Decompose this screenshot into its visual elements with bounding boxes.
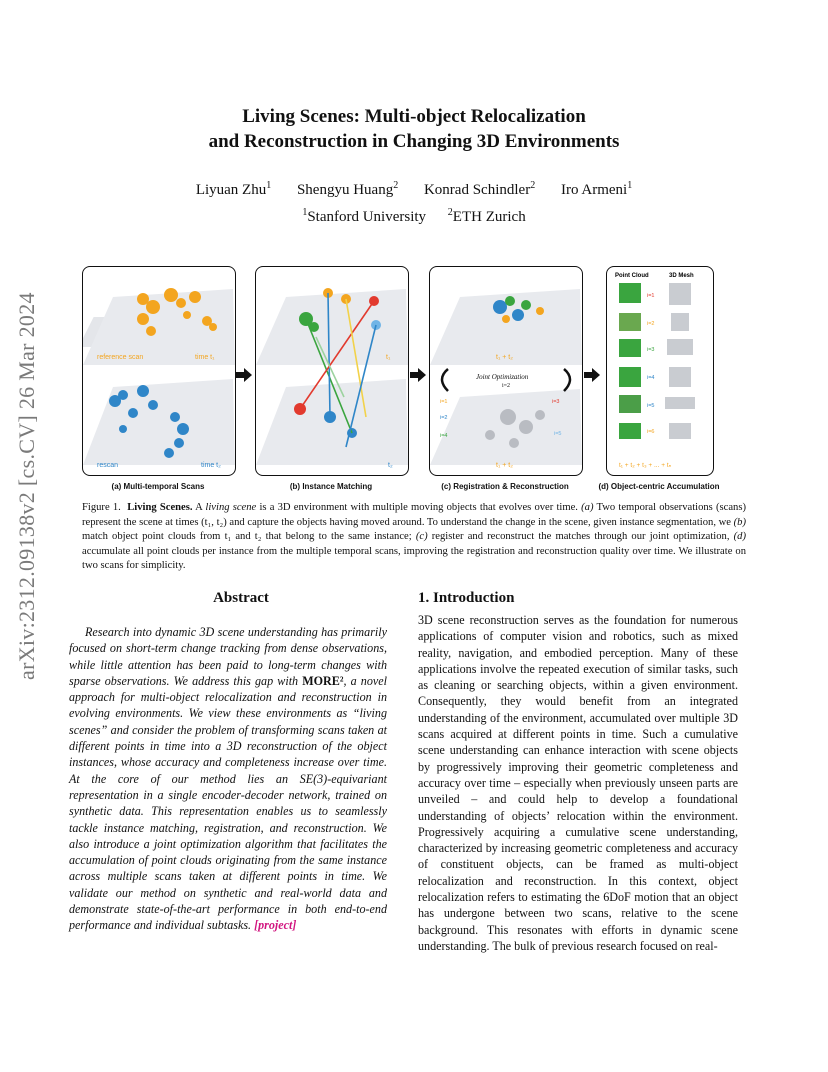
subcaption-a: (a) Multi-temporal Scans bbox=[111, 482, 205, 491]
author: Iro Armeni$^1$ bbox=[560, 180, 633, 198]
cycle-arrow-right-icon bbox=[564, 369, 570, 391]
title-line-1: Living Scenes: Multi-object Relocalization bbox=[242, 106, 586, 127]
arrow-right-icon bbox=[236, 368, 252, 382]
arrow-right-icon bbox=[584, 368, 600, 382]
author: Konrad Schindler$^2$ bbox=[423, 180, 536, 198]
svg-text:i=2: i=2 bbox=[647, 321, 655, 327]
svg-text:i=6: i=6 bbox=[647, 429, 655, 435]
panel-object-centric-accumulation bbox=[606, 266, 714, 476]
time-t2-label: time t₂ bbox=[201, 462, 221, 469]
panel-a-illustration bbox=[83, 267, 235, 475]
svg-text:i=1: i=1 bbox=[440, 399, 448, 405]
joint-optimization-label: Joint Optimization bbox=[476, 373, 529, 381]
svg-text:i=4: i=4 bbox=[647, 375, 655, 381]
accumulation-time-label: t₁ + t₂ + t₃ + ... + tₙ bbox=[619, 462, 672, 469]
svg-text:i=3: i=3 bbox=[552, 399, 560, 405]
abstract-body: Research into dynamic 3D scene understanding has primarily focused on short-term change tracking from dense observations, while little attention has been paid to long-term changes with sparse observations. We address this gap with MORE², a novel approach for multi-object relocalization and reconstruction in evolving environments. We view these environments as “living scenes” and consider the problem of transforming scans taken at different points in time into a 3D reconstruction of the object instances, whose accuracy and completeness increase over time. At the core of our method lies an SE(3)-equivariant representation in a single encoder-decoder network, trained on synthetic data. This representation enables us to seamlessly tackle instance matching, registration, and reconstruction. We also introduce a joint optimization algorithm that facilitates the accumulation of point clouds originating from the same instance across multiple scans taken at different points in time. We validate our method on synthetic and real-world data and demonstrate state-of-the-art performance in both end-to-end performance and individual subtasks. [project] bbox=[69, 625, 387, 933]
svg-text:i=5: i=5 bbox=[647, 403, 655, 409]
author: Liyuan Zhu$^1$ bbox=[195, 180, 272, 198]
floor-plane-bottom bbox=[83, 379, 235, 465]
joint-optimization-index: i=2 bbox=[502, 383, 511, 389]
svg-text:i=3: i=3 bbox=[647, 347, 655, 353]
method-name: MORE² bbox=[302, 673, 344, 688]
arrow-right-icon bbox=[410, 368, 426, 382]
reference-scan-label: reference scan bbox=[97, 354, 144, 361]
figure-1 bbox=[82, 264, 746, 492]
subcaption-b: (b) Instance Matching bbox=[289, 482, 373, 491]
author: Shengyu Huang$^2$ bbox=[296, 180, 399, 198]
title-line-2: and Reconstruction in Changing 3D Environments bbox=[208, 131, 620, 152]
time-t1-label: time t₁ bbox=[195, 354, 215, 361]
author-list bbox=[0, 180, 828, 199]
svg-text:i=2: i=2 bbox=[440, 415, 448, 421]
affiliation: $^2$ETH Zurich bbox=[447, 207, 526, 225]
introduction-body: 3D scene reconstruction serves as the foundation for numerous applications of computer vision and robotics, such as mixed reality, navigation, and embodied perception. Many of these applications involve the repeated execution of similar tasks, such as cleaning or searching objects, within a given environment. Consequently, they would benefit from an integrated understanding of the environment, accumulated over multiple 3D scans acquired at different points in time. Such a cumulative scene understanding can enhance interaction with scene objects by progressively improving their geometric completeness and accuracy over time – especially when previously unseen parts are unveiled – and could help to develop a foundational understanding of objects’ relocation within the environment. Progressively acquiring a cumulative scene understanding, characterized by increasing geometric completeness and accuracy of constituent objects, can be framed as multi-object relocalization and reconstruction. In this context, object relocalization refers to estimating the 6DoF motion that an object has undergone between two scans, relative to the scene background. This resonates with efforts in dynamic scene understanding. The bulk of previous research focused on real- bbox=[418, 613, 738, 953]
point-cloud-header: Point Cloud bbox=[615, 273, 649, 279]
top-time-label: t₁ + t₂ bbox=[496, 354, 513, 361]
abstract-heading: Abstract bbox=[213, 590, 269, 606]
project-link[interactable]: [project] bbox=[254, 918, 297, 933]
svg-text:i=5: i=5 bbox=[554, 431, 562, 437]
cycle-arrow-left-icon bbox=[442, 369, 448, 391]
accumulated-point-clouds bbox=[619, 283, 641, 439]
reconstructed-meshes bbox=[665, 283, 695, 439]
mesh-header: 3D Mesh bbox=[669, 273, 694, 279]
t2-label: t₂ bbox=[388, 462, 393, 469]
rescan-label: rescan bbox=[97, 462, 119, 469]
arxiv-identifier: arXiv:2312.09138v2 [cs.CV] 26 Mar 2024 bbox=[14, 292, 39, 680]
panel-multi-temporal-scans bbox=[82, 266, 236, 476]
panel-b-illustration bbox=[256, 267, 408, 475]
affiliation: $^1$Stanford University bbox=[302, 207, 427, 225]
t1-label: t₁ bbox=[386, 354, 391, 361]
subcaption-d: (d) Object-centric Accumulation bbox=[598, 482, 720, 491]
svg-text:i=4: i=4 bbox=[440, 433, 448, 439]
paper-title bbox=[0, 104, 828, 154]
svg-text:i=1: i=1 bbox=[647, 293, 655, 299]
bottom-time-label: t₁ + t₂ bbox=[496, 462, 513, 469]
panel-registration-reconstruction bbox=[429, 266, 583, 476]
introduction-heading: 1. Introduction bbox=[418, 590, 515, 606]
panel-d-illustration bbox=[607, 267, 713, 475]
panel-instance-matching bbox=[255, 266, 409, 476]
subcaption-c: (c) Registration & Reconstruction bbox=[441, 482, 569, 491]
panel-c-illustration bbox=[430, 267, 582, 475]
affiliation-list bbox=[0, 207, 828, 226]
figure-caption: Figure 1. Living Scenes. A living scene is a 3D environment with multiple moving objects that evolves over time. (a) Two temporal observations (scans) represent the scene at times (t₁, t₂) and capture the objects having moved around. To understand the change in the scene, given instance segmentation, we (b) match object point clouds from t₁ and t₂ that belong to the same instance; (c) register and reconstruct the matches through our joint optimization, (d) accumulate all point clouds per instance from the multiple temporal scans, improving the registration and reconstruction quality over time. We illustrate on two scans for simplicity. bbox=[82, 502, 746, 572]
